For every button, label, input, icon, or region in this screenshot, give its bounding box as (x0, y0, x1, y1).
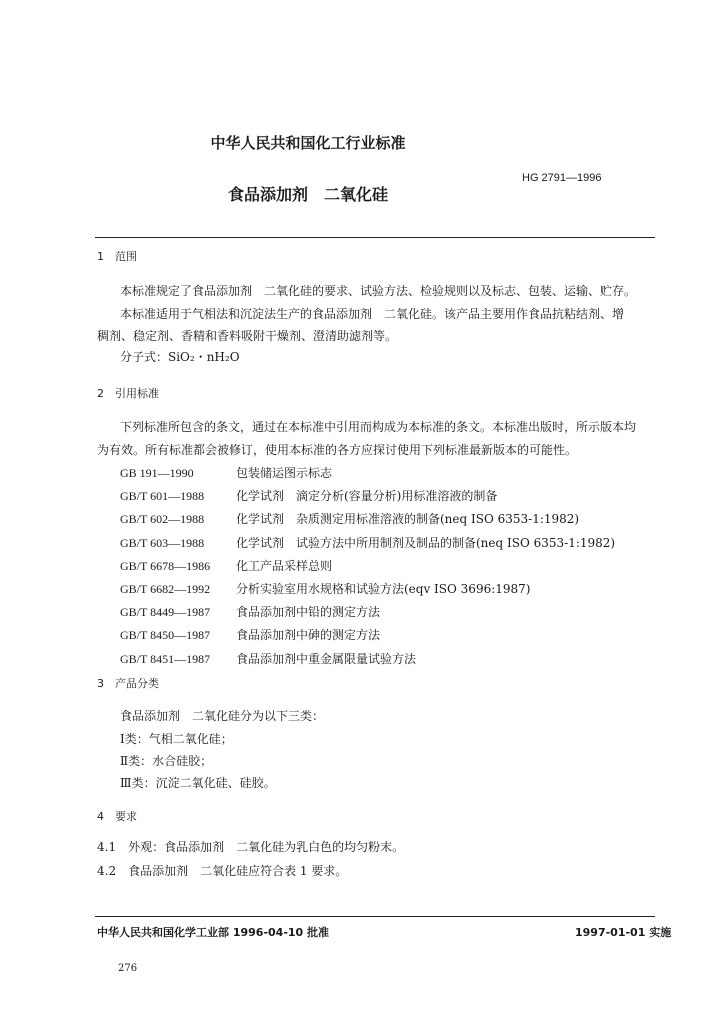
reference-title: 食品添加剂中重金属限量试验方法 (236, 651, 417, 666)
list-item: Ⅱ类：水合硅胶； (120, 754, 213, 768)
reference-title: 化学试剂 试验方法中所用制剂及制品的制备(neq ISO 6353-1:1982) (236, 535, 616, 550)
reference-item (120, 489, 497, 503)
reference-title: 分析实验室用水规格和试验方法(eqv ISO 3696:1987) (236, 582, 531, 596)
reference-title: 化工产品采样总则 (236, 558, 333, 573)
reference-code: GB/T 8450—1987 (120, 628, 211, 643)
paragraph: 本标准适用于气相法和沉淀法生产的食品添加剂 二氧化硅。该产品主要用作食品抗粘结剂、增 (120, 307, 625, 321)
formula: 分子式：SiO₂・nH₂O (120, 350, 240, 364)
reference-code: GB/T 6678—1986 (120, 558, 211, 573)
reference-item (120, 559, 332, 573)
reference-item (120, 536, 615, 550)
clause: 4.1 外观：食品添加剂 二氧化硅为乳白色的均匀粉末。 (97, 840, 405, 854)
doc-title: 食品添加剂 二氧化硅 (227, 185, 388, 204)
reference-code: GB/T 602—1988 (120, 512, 205, 527)
reference-code: GB/T 8451—1987 (120, 651, 211, 666)
reference-item (120, 628, 380, 642)
paragraph: 稠剂、稳定剂、香精和香料吸附干燥剂、澄清助滤剂等。 (97, 329, 398, 343)
page-number: 276 (118, 963, 138, 974)
reference-title: 食品添加剂中砷的测定方法 (236, 628, 381, 643)
reference-title: 化学试剂 滴定分析(容量分析)用标准溶液的制备 (236, 489, 498, 504)
reference-item (120, 512, 579, 526)
standard-code: HG 2791—1996 (522, 172, 602, 184)
section-heading: 2 引用标准 (97, 387, 159, 400)
reference-code: GB/T 601—1988 (120, 489, 205, 504)
org-title: 中华人民共和国化工行业标准 (210, 134, 406, 152)
reference-item (120, 466, 332, 480)
issuer: 中华人民共和国化学工业部 1996-04-10 批准 (97, 926, 330, 939)
footer-divider (95, 916, 655, 917)
reference-code: GB/T 6682—1992 (120, 582, 211, 596)
reference-code: GB/T 603—1988 (120, 535, 205, 550)
reference-item (120, 582, 530, 596)
reference-code: GB/T 8449—1987 (120, 605, 211, 620)
paragraph: 下列标准所包含的条文，通过在本标准中引用而构成为本标准的条文。本标准出版时，所示版本均 (120, 420, 637, 434)
reference-title: 包装储运图示标志 (236, 466, 333, 480)
section-heading: 1 范围 (97, 250, 137, 263)
paragraph: 食品添加剂 二氧化硅分为以下三类： (120, 709, 325, 723)
reference-item (120, 605, 380, 619)
reference-title: 化学试剂 杂质测定用标准溶液的制备(neq ISO 6353-1:1982) (236, 512, 580, 527)
reference-title: 食品添加剂中铅的测定方法 (236, 605, 381, 620)
list-item: Ⅰ类：气相二氧化硅； (120, 732, 233, 746)
header-divider (95, 237, 655, 238)
list-item: Ⅲ类：沉淀二氧化硅、硅胶。 (120, 776, 276, 790)
paragraph: 本标准规定了食品添加剂 二氧化硅的要求、试验方法、检验规则以及标志、包装、运输、贮存。 (120, 284, 637, 298)
section-heading: 4 要求 (97, 810, 137, 823)
reference-item (120, 652, 416, 666)
effective-date: 1997-01-01 实施 (575, 926, 672, 939)
section-heading: 3 产品分类 (97, 677, 159, 690)
reference-code: GB 191—1990 (120, 466, 194, 480)
paragraph: 为有效。所有标准都会被修订，使用本标准的各方应探讨使用下列标准最新版本的可能性。 (97, 443, 578, 457)
clause: 4.2 食品添加剂 二氧化硅应符合表 1 要求。 (97, 864, 348, 878)
